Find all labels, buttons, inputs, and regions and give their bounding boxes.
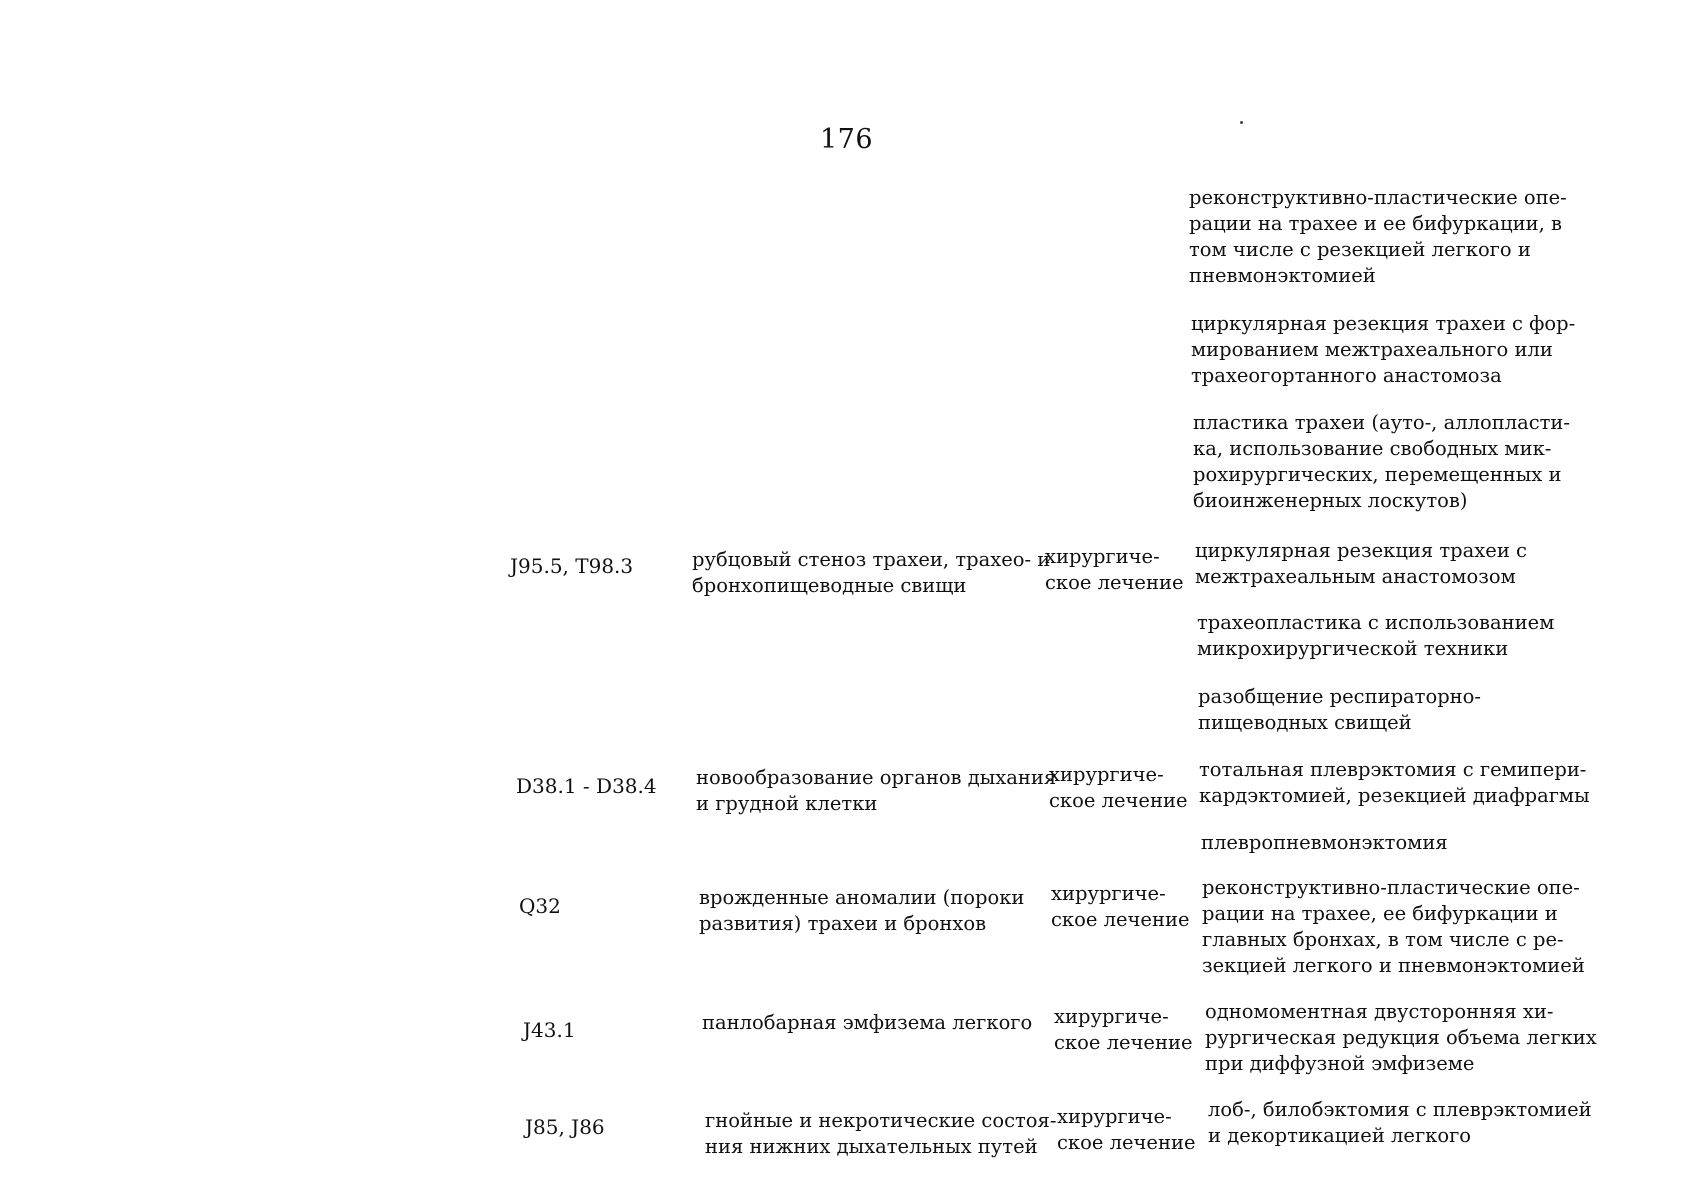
diagnosis-description: врожденные аномалии (пороки развития) трахеи и бронхов	[699, 886, 1025, 935]
diagnosis-description: новообразование органов дыхания и грудной клетки	[696, 766, 1057, 815]
method-text: пластика трахеи (ауто-, аллопласти- ка, использование свободных мик- рохирургических, перемещенных и биоинженерных лоскутов)	[1193, 411, 1571, 512]
treatment-type: хирургиче- ское лечение	[1054, 1005, 1193, 1054]
method-text: реконструктивно-пластические опе- рации на трахее и ее бифуркации, в том числе с резекцией легкого и пневмонэктомией	[1189, 186, 1567, 287]
diagnosis-code: J85, J86	[525, 1115, 605, 1139]
method-text: реконструктивно-пластические опе- рации на трахее, ее бифуркации и главных бронхах, в том числе с ре- зекцией легкого и пневмонэктомией	[1202, 876, 1585, 977]
method-text: лоб-, билобэктомия с плеврэктомией и декортикацией легкого	[1208, 1098, 1592, 1147]
method-text: циркулярная резекция трахеи с фор- мированием межтрахеального или трахеогортанного анастомоза	[1191, 312, 1576, 387]
diagnosis-description: рубцовый стеноз трахеи, трахео- и бронхопищеводные свищи	[692, 548, 1051, 597]
method-text: тотальная плеврэктомия с гемипери- кардэктомией, резекцией диафрагмы	[1199, 758, 1590, 807]
method-text: одномоментная двусторонняя хи- рургическая редукция объема легких при диффузной эмфиземе	[1205, 1000, 1597, 1075]
treatment-type: хирургиче- ское лечение	[1045, 545, 1184, 594]
diagnosis-code: Q32	[519, 894, 561, 918]
diagnosis-description: панлобарная эмфизема легкого	[702, 1011, 1033, 1034]
scan-speck	[1240, 121, 1243, 124]
method-text: плевропневмонэктомия	[1201, 831, 1448, 854]
treatment-type: хирургиче- ское лечение	[1051, 882, 1190, 931]
diagnosis-code: J43.1	[523, 1018, 576, 1042]
method-text: циркулярная резекция трахеи с межтрахеальным анастомозом	[1195, 539, 1527, 588]
method-text: разобщение респираторно- пищеводных свищей	[1198, 685, 1482, 734]
diagnosis-code: D38.1 - D38.4	[516, 774, 657, 798]
method-text: трахеопластика с использованием микрохирургической техники	[1197, 611, 1555, 660]
treatment-type: хирургиче- ское лечение	[1049, 763, 1188, 812]
page-number: 176	[820, 124, 874, 155]
diagnosis-code: J95.5, T98.3	[510, 554, 634, 578]
diagnosis-description: гнойные и некротические состоя- ния нижних дыхательных путей	[705, 1109, 1057, 1158]
treatment-type: хирургиче- ское лечение	[1057, 1105, 1196, 1154]
